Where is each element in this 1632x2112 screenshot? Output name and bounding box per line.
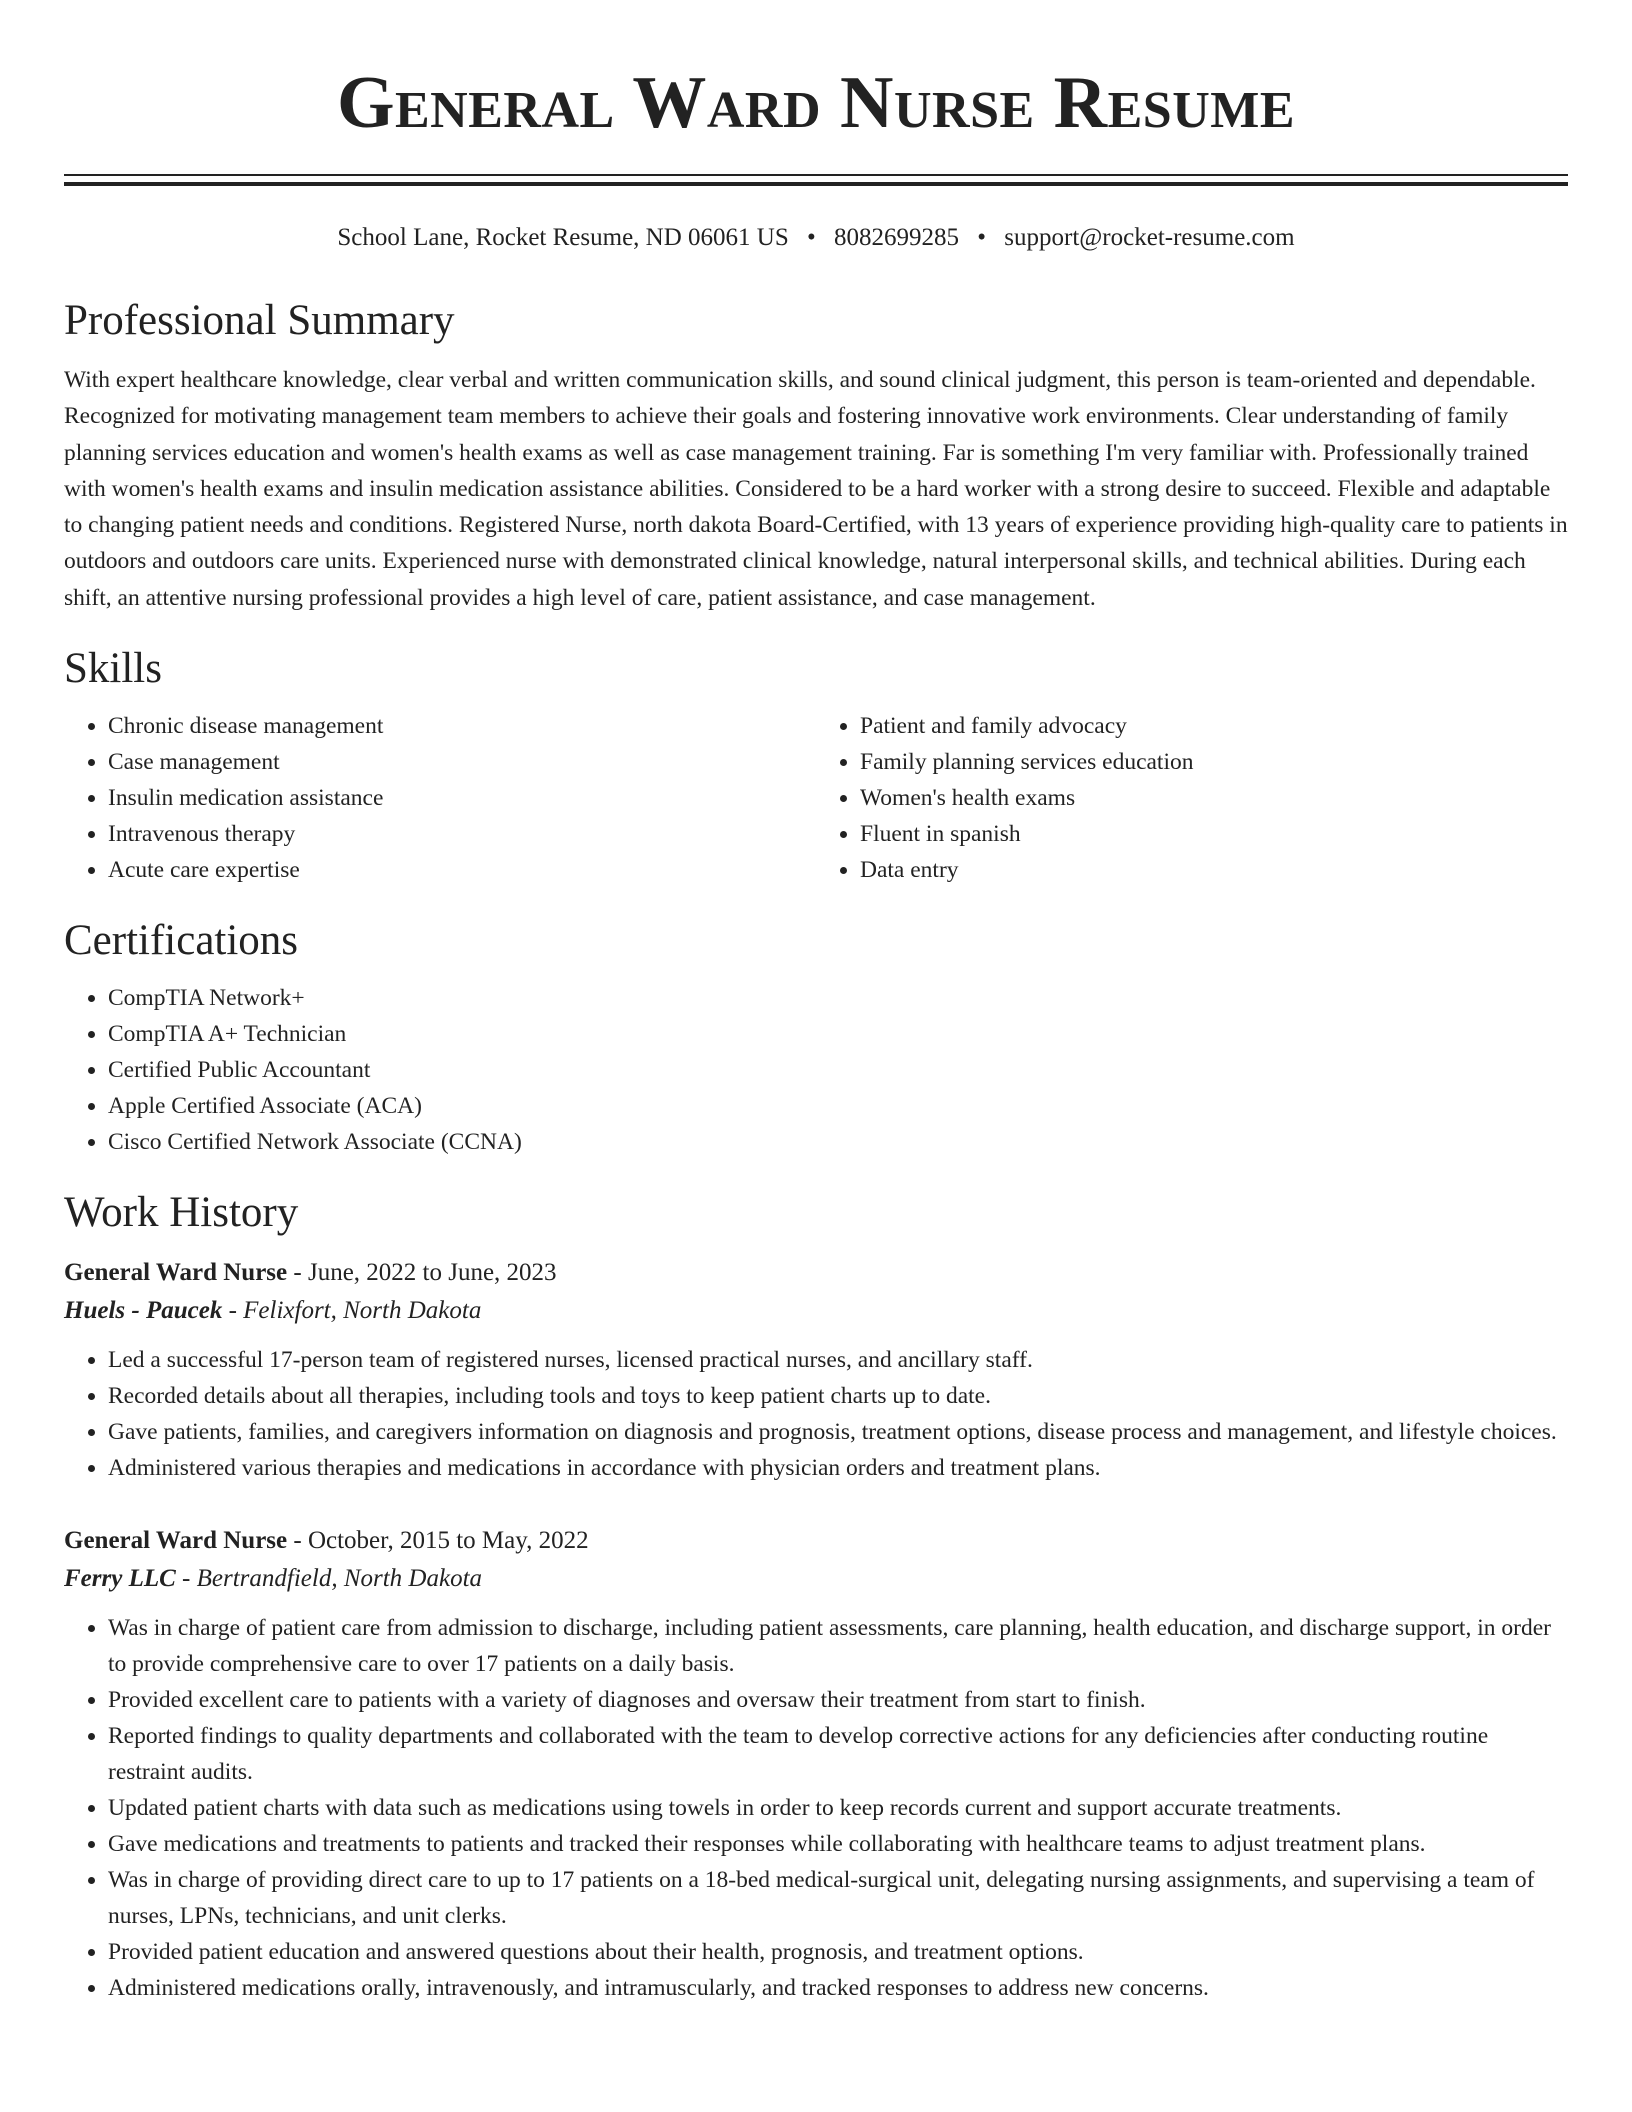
job-title-line [64, 1522, 1568, 1560]
section-heading-skills: Skills [64, 645, 162, 693]
skill-item: • Case management [108, 744, 816, 780]
certification-item: • Apple Certified Associate (ACA) [108, 1088, 1568, 1124]
job-dates: - October, 2015 to May, 2022 [287, 1527, 589, 1555]
divider-thin-line [64, 174, 1568, 176]
skills-list [64, 708, 1568, 888]
job-bullets [64, 1610, 1568, 2006]
skill-item: • Women's health exams [860, 780, 1568, 816]
job-title: General Ward Nurse [64, 1527, 288, 1555]
job-bullet: • Administered various therapies and medications in accordance with physician orders and treatment plans. [108, 1450, 1568, 1486]
job-company-line [64, 1560, 1568, 1598]
job-location: - Bertrandfield, North Dakota [175, 1565, 483, 1593]
job-company: Huels - Paucek [64, 1297, 223, 1325]
job-bullet: • Was in charge of patient care from admission to discharge, including patient assessments, care planning, health education, and discharge support, in order to provide comprehensive care to over 17 patients on a daily basis. [108, 1610, 1568, 1682]
job-entry [64, 1522, 1568, 2006]
certification-item: • CompTIA Network+ [108, 980, 1568, 1016]
certification-item: • Cisco Certified Network Associate (CCNA) [108, 1124, 1568, 1160]
job-dates: - June, 2022 to June, 2023 [287, 1259, 557, 1287]
title-divider [64, 174, 1568, 186]
skill-item: • Intravenous therapy [108, 816, 816, 852]
skill-item: • Family planning services education [860, 744, 1568, 780]
contact-line [64, 222, 1568, 254]
job-bullet: • Provided excellent care to patients with a variety of diagnoses and oversaw their treatment from start to finish. [108, 1682, 1568, 1718]
job-location: - Felixfort, North Dakota [222, 1297, 482, 1325]
job-bullet: • Provided patient education and answered questions about their health, prognosis, and treatment options. [108, 1934, 1568, 1970]
contact-address: School Lane, Rocket Resume, ND 06061 US [337, 224, 789, 251]
job-title: General Ward Nurse [64, 1259, 288, 1287]
contact-phone: 8082699285 [834, 224, 960, 251]
section-heading-certifications: Certifications [64, 917, 299, 965]
job-entry [64, 1254, 1568, 1486]
skill-item: • Fluent in spanish [860, 816, 1568, 852]
job-bullet: • Updated patient charts with data such as medications using towels in order to keep records current and support accurate treatments. [108, 1790, 1568, 1826]
skill-item: • Insulin medication assistance [108, 780, 816, 816]
skill-item: • Patient and family advocacy [860, 708, 1568, 744]
contact-separator: • [807, 224, 816, 251]
divider-thick-line [64, 182, 1568, 186]
job-bullet: • Gave patients, families, and caregivers information on diagnosis and prognosis, treatment options, disease process and management, and lifestyle choices. [108, 1414, 1568, 1450]
job-bullet: • Reported findings to quality departments and collaborated with the team to develop corrective actions for any deficiencies after conducting routine restraint audits. [108, 1718, 1568, 1790]
job-bullets [64, 1342, 1568, 1486]
job-bullet: • Administered medications orally, intravenously, and intramuscularly, and tracked responses to address new concerns. [108, 1970, 1568, 2006]
summary-text: With expert healthcare knowledge, clear verbal and written communication skills, and sound clinical judgment, this person is team-oriented and dependable. Recognized for motivating management team members to achieve their goals and fostering innovative work environments. Clear understanding of family planning services education and women's health exams as well as case management training. Far is something I'm very familiar with. Professionally trained with women's health exams and insulin medication assistance abilities. Considered to be a hard worker with a strong desire to succeed. Flexible and adaptable to changing patient needs and conditions. Registered Nurse, north dakota Board-Certified, with 13 years of experience providing high-quality care to patients in outdoors and outdoors care units. Experienced nurse with demonstrated clinical knowledge, natural interpersonal skills, and technical abilities. During each shift, an attentive nursing professional provides a high level of care, patient assistance, and case management. [64, 367, 1568, 611]
job-company: Ferry LLC [64, 1565, 176, 1593]
skills-column-left [64, 708, 816, 888]
skill-item: • Chronic disease management [108, 708, 816, 744]
section-heading-summary: Professional Summary [64, 297, 455, 344]
skills-column-right [816, 708, 1568, 888]
job-bullet: • Gave medications and treatments to patients and tracked their responses while collaborating with healthcare teams to adjust treatment plans. [108, 1826, 1568, 1862]
contact-email: support@rocket-resume.com [1004, 224, 1295, 251]
resume-title: General Ward Nurse Resume [336, 62, 1296, 144]
certifications-list [64, 980, 1568, 1160]
job-bullet: • Was in charge of providing direct care to up to 17 patients on a 18-bed medical-surgical unit, delegating nursing assignments, and supervising a team of nurses, LPNs, technicians, and unit clerks. [108, 1862, 1568, 1934]
job-company-line [64, 1292, 1568, 1330]
certification-item: • Certified Public Accountant [108, 1052, 1568, 1088]
certification-item: • CompTIA A+ Technician [108, 1016, 1568, 1052]
contact-separator: • [977, 224, 987, 251]
job-title-line [64, 1254, 1568, 1292]
section-heading-work-history: Work History [64, 1189, 299, 1237]
job-bullet: • Recorded details about all therapies, including tools and toys to keep patient charts up to date. [108, 1378, 1568, 1414]
skill-item: • Acute care expertise [108, 852, 816, 888]
job-bullet: • Led a successful 17-person team of registered nurses, licensed practical nurses, and ancillary staff. [108, 1342, 1568, 1378]
skill-item: • Data entry [860, 852, 1568, 888]
